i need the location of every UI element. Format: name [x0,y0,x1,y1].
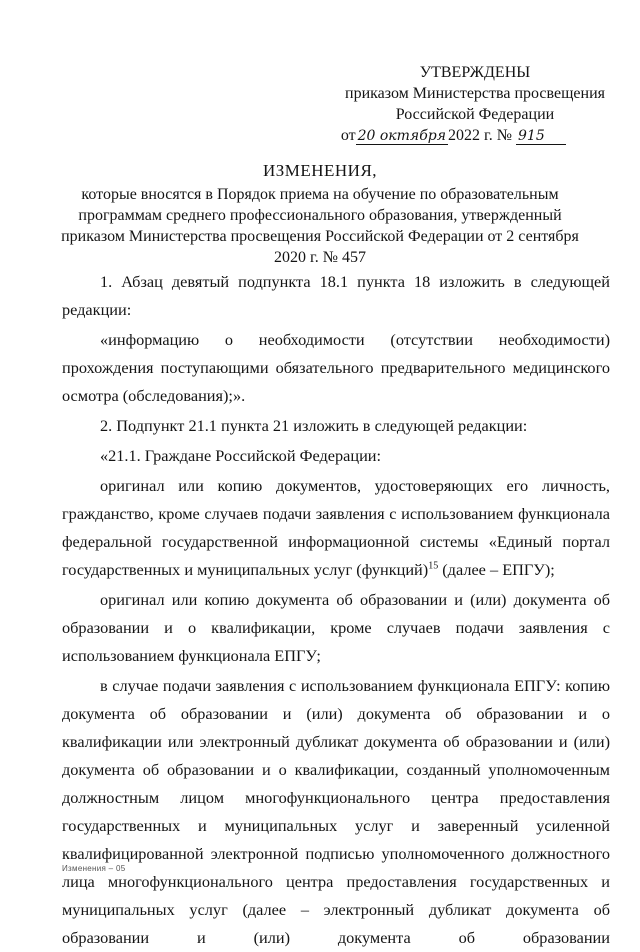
document-body [62,268,610,952]
footnote-ref-15: 15 [428,560,439,572]
paragraph-4: «21.1. Граждане Российской Федерации: [100,446,382,465]
date-year: 2022 г. № [447,127,512,144]
paragraph-1: 1. Абзац девятый подпункта 18.1 пункта 18 изложить в следующей редакции: [62,272,610,319]
handwritten-order-number: 915 [516,129,566,145]
handwritten-date: 20 октября [357,128,446,144]
footer-label: Изменения – 05 [62,864,126,873]
paragraph-7: в случае подачи заявления с использованием функционала ЕПГУ: копию документа об образовании и (или) документа об образовании и о квалификации или электронный дубликат документа об образовании и (или) документа об образовании и о квалификации, созданный уполномоченным должностным лицом многофункционального центра предоставления государственных и муниципальных услуг и заверенный усиленной квалифицированной электронной подписью уполномоченного должностного лица многофункционального центра предоставления государственных и муниципальных услуг (далее – электронный дубликат документа об образовании и (или) документа об образовании [62,676,610,947]
paragraph-5-tail: (далее – ЕПГУ); [438,560,555,579]
title-subtitle: которые вносятся в Порядок приема на обучение по образовательным программам среднего профессионального образования, утвержденный приказом Министерства просвещения Российской Федерации от 2 сентября 2020 г. № 457 [61,186,579,266]
approval-title: УТВЕРЖДЕНЫ [419,64,531,81]
date-prefix: от [340,127,356,144]
paragraph-5-text: оригинал или копию документов, удостоверяющих его личность, гражданство, кроме случаев подачи заявления с использованием функционала федеральной государственной информационной системы «Единый портал государственных и муниципальных услуг (функций) [62,476,610,579]
title-heading: ИЗМЕНЕНИЯ, [262,161,378,180]
approval-stamp [340,62,610,146]
paragraph-5 [62,472,610,584]
paragraph-6: оригинал или копию документа об образовании и (или) документа об образовании и о квалификации, кроме случаев подачи заявления с использованием функционала ЕПГУ; [62,590,610,665]
paragraph-2: «информацию о необходимости (отсутствии необходимости) прохождения поступающими обязательного предварительного медицинского осмотра (обследования);». [62,330,610,405]
paragraph-3: 2. Подпункт 21.1 пункта 21 изложить в следующей редакции: [100,416,528,435]
approval-date-line [340,125,610,146]
document-title [60,160,580,268]
approval-line-1: приказом Министерства просвещения [345,85,605,102]
approval-line-2: Российской Федерации [395,106,555,123]
